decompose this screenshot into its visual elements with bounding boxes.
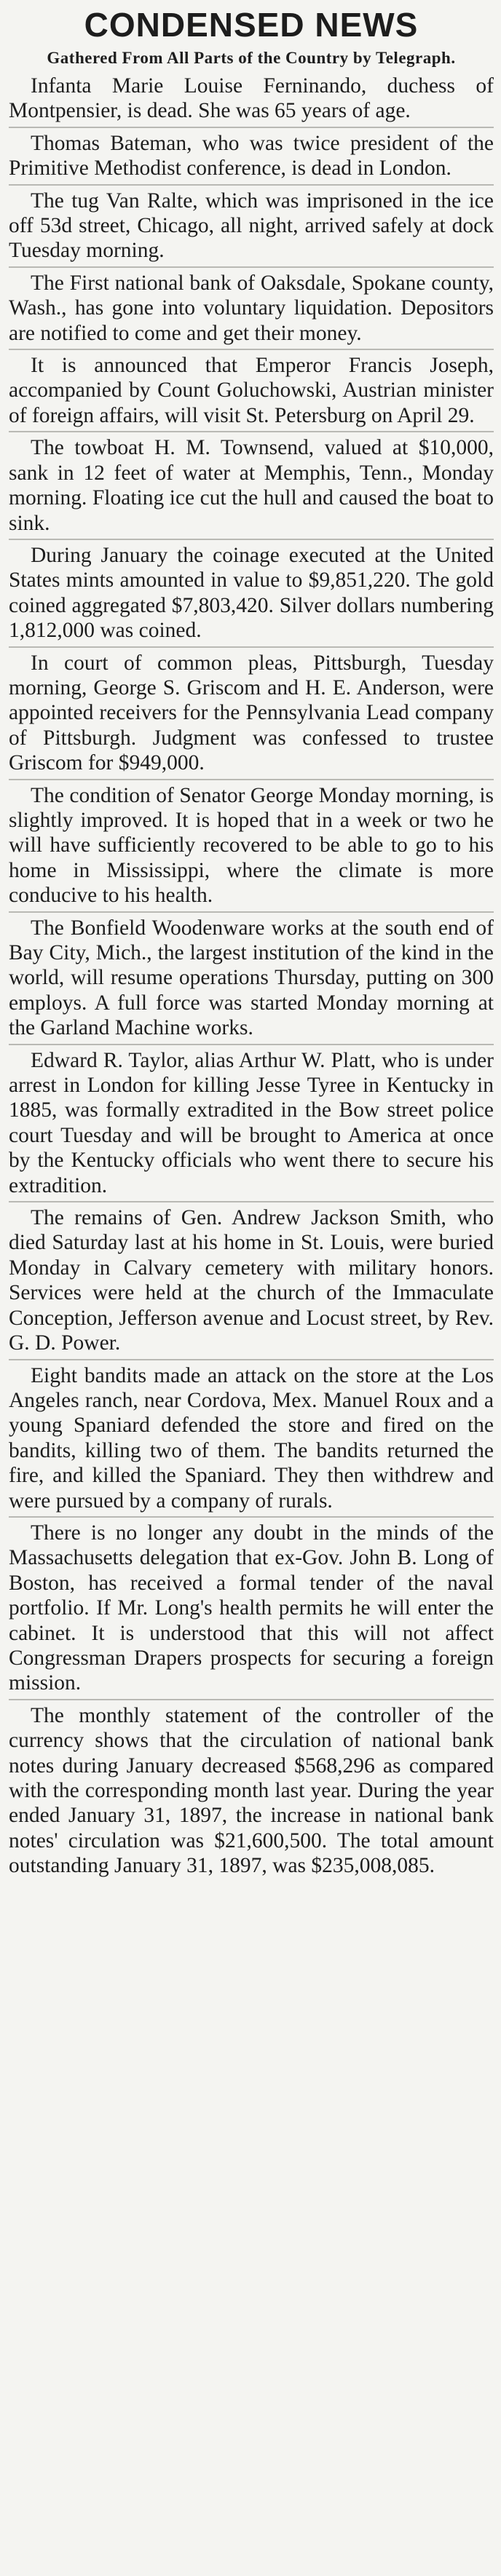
news-item-8: In court of common pleas, Pittsburgh, Tuesday morning, George S. Griscom and H. E. Anderson, were appointed receivers for the Pennsylvania Lead company of Pittsburgh. Judgment was confessed to trustee Griscom for $949,000.: [9, 651, 494, 780]
news-item-2: Thomas Bateman, who was twice president of the Primitive Methodist conference, is dead in London.: [9, 131, 494, 186]
news-item-6: The towboat H. M. Townsend, valued at $10,000, sank in 12 feet of water at Memphis, Tenn., Monday morning. Floating ice cut the hull and caused the boat to sink.: [9, 435, 494, 540]
news-item-1: Infanta Marie Louise Ferninando, duchess of Montpensier, is dead. She was 65 years of age.: [9, 74, 494, 128]
news-item-15: The monthly statement of the controller of the currency shows that the circulation of national bank notes during January decreased $568,296 as compared with the corresponding month last year. During the year ended January 31, 1897, the increase in national bank notes' circulation was $21,600,500. The total amount outstanding January 31, 1897, was $235,008,085.: [9, 1703, 494, 1878]
news-item-3: The tug Van Ralte, which was imprisoned in the ice off 53d street, Chicago, all night, arrived safely at dock Tuesday morning.: [9, 189, 494, 268]
subheadline: Gathered From All Parts of the Country by Telegraph.: [47, 49, 456, 67]
news-item-10: The Bonfield Woodenware works at the south end of Bay City, Mich., the largest institution of the kind in the world, will resume operations Thursday, putting on 300 employs. A full force was started Monday morning at the Garland Machine works.: [9, 916, 494, 1045]
news-item-4: The First national bank of Oaksdale, Spokane county, Wash., has gone into voluntary liquidation. Depositors are notified to come and get their money.: [9, 271, 494, 350]
news-item-12: The remains of Gen. Andrew Jackson Smith, who died Saturday last at his home in St. Louis, were buried Monday in Calvary cemetery with military honors. Services were held at the church of the Immaculate Conception, Jefferson avenue and Locust street, by Rev. G. D. Power.: [9, 1205, 494, 1360]
news-item-5: It is announced that Emperor Francis Joseph, accompanied by Count Goluchowski, Austrian minister of foreign affairs, will visit St. Petersburg on April 29.: [9, 353, 494, 432]
headline: CONDENSED NEWS: [84, 6, 419, 44]
news-item-7: During January the coinage executed at the United States mints amounted in value to $9,851,220. The gold coined aggregated $7,803,420. Silver dollars numbering 1,812,000 was coined.: [9, 543, 494, 648]
news-item-11: Edward R. Taylor, alias Arthur W. Platt, who is under arrest in London for killing Jesse Tyree in Kentucky in 1885, was formally extradited in the Bow street police court Tuesday and will be brought to America at once by the Kentucky officials who went there to secure his extradition.: [9, 1048, 494, 1202]
news-item-13: Eight bandits made an attack on the store at the Los Angeles ranch, near Cordova, Mex. Manuel Roux and a young Spaniard defended the store and fired on the bandits, killing two of them. The bandits returned the fire, and killed the Spaniard. They then withdrew and were pursued by a company of rurals.: [9, 1363, 494, 1518]
news-item-14: There is no longer any doubt in the minds of the Massachusetts delegation that ex-Gov. John B. Long of Boston, has received a formal tender of the naval portfolio. If Mr. Long's health permits he will enter the cabinet. It is understood that this will not affect Congressman Drapers prospects for securing a foreign mission.: [9, 1521, 494, 1700]
news-item-9: The condition of Senator George Monday morning, is slightly improved. It is hoped that in a week or two he will have sufficiently recovered to be able to go to his home in Mississippi, where the climate is more conducive to his health.: [9, 783, 494, 913]
news-items: [9, 74, 494, 1882]
